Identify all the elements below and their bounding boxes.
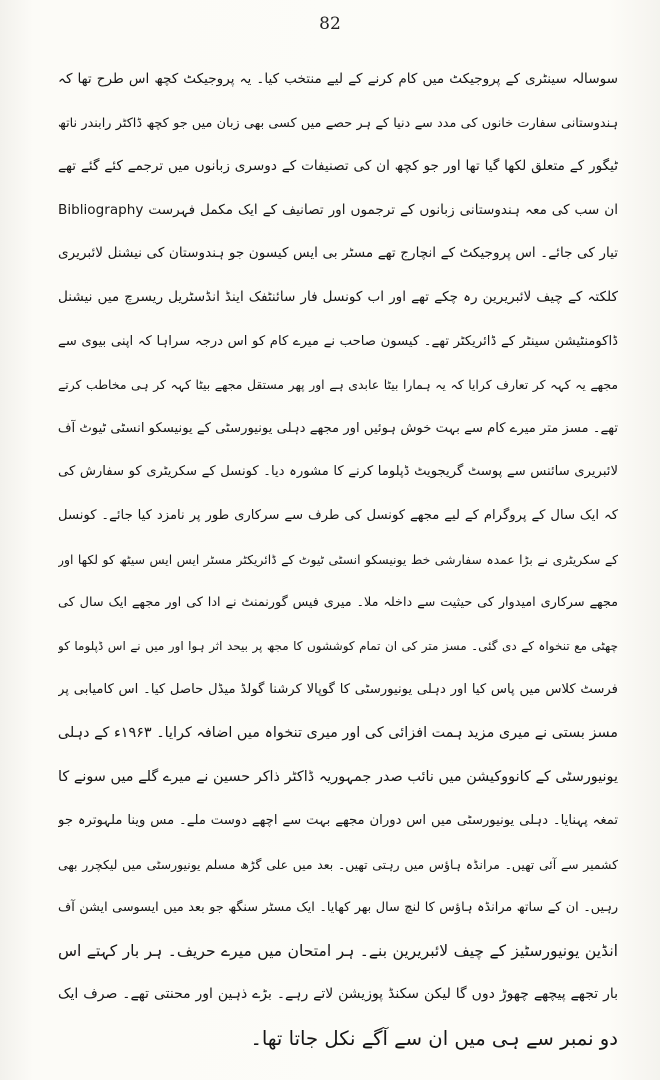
text-line: یونیورسٹی کے کانووکیشن میں نائب صدر جمہوریہ ڈاکٹر ذاکر حسین نے میرے گلے میں سونے کا bbox=[58, 768, 618, 785]
text-line: لائبریری سائنس سے پوسٹ گریجویٹ ڈپلوما کرنے کا مشورہ دیا۔ کونسل کے سکریٹری کو سفارش کی bbox=[58, 464, 618, 480]
text-line: کشمیر سے آئی تھیں۔ مرانڈہ ہاؤس میں رہتی تھیں۔ بعد میں علی گڑھ مسلم یونیورسٹی میں لیکچرر بھی bbox=[58, 856, 618, 872]
text-line: انڈین یونیورسٹیز کے چیف لائبریرین بنے۔ ہر امتحان میں میرے حریف۔ ہر بار کہتے اس bbox=[58, 941, 618, 960]
body-text bbox=[58, 58, 618, 1061]
text-line: ہندوستانی سفارت خانوں کی مدد سے دنیا کے ہر حصے میں کسی بھی زبان میں جو کچھ ڈاکٹر رابندر ناتھ bbox=[58, 115, 618, 131]
page-number: 82 bbox=[319, 14, 341, 34]
text-line: مسز بستی نے میری مزید ہمت افزائی کی اور میری تنخواہ میں اضافہ کرایا۔ ۱۹۶۳ء کے دہلی bbox=[58, 724, 618, 741]
text-line: کے سکریٹری نے بڑا عمدہ سفارشی خط یونیسکو انسٹی ٹیوٹ کے ڈائریکٹر مسٹر ایس ایس سیٹھ کو لکھا اور bbox=[58, 551, 618, 567]
text-line: چھٹی مع تنخواہ کے دی گئی۔ مسز متر کی ان تمام کوششوں کا مجھ پر بیحد اثر ہوا اور میں نے اس ڈپلوما کو bbox=[58, 638, 618, 653]
text-line: ٹیگور کے متعلق لکھا گیا تھا اور جو کچھ ان کی تصنیفات کے دوسری زبانوں میں ترجمے کئے گئے تھے bbox=[58, 158, 618, 175]
text-line-last: دو نمبر سے ہی میں ان سے آگے نکل جاتا تھا۔ bbox=[250, 1027, 618, 1051]
text-line: کلکتہ کے چیف لائبریرین رہ چکے تھے اور اب کونسل فار سائنٹفک اینڈ انڈسٹریل ریسرچ میں نیشنل bbox=[58, 288, 618, 305]
text-line: کہ ایک سال کے پروگرام کے لیے مجھے کونسل کی طرف سے سرکاری طور پر نامزد کیا جائے۔ کونسل bbox=[58, 507, 618, 523]
text-line: فرسٹ کلاس میں پاس کیا اور دہلی یونیورسٹی کا گوپالا کرشنا گولڈ میڈل حاصل کیا۔ اس کامیابی پر bbox=[58, 682, 618, 698]
text-line: مجھے یہ کہہ کر تعارف کرایا کہ یہ ہمارا بیٹا عابدی ہے اور پھر مستقل مجھے بیٹا کہہ کر ہی مخاطب کرتے bbox=[58, 377, 618, 393]
text-line: تیار کی جائے۔ اس پروجیکٹ کے انچارج تھے مسٹر بی ایس کیسون جو ہندوستان کی نیشنل لائبریری bbox=[58, 245, 618, 262]
text-line: بار تجھے پیچھے چھوڑ دوں گا لیکن سکنڈ پوزیشن لاتے رہے۔ بڑے ذہین اور محنتی تھے۔ صرف ایک bbox=[58, 986, 618, 1003]
text-line: تھے۔ مسز متر میرے کام سے بہت خوش ہوئیں اور مجھے دہلی یونیورسٹی کے یونیسکو انسٹی ٹیوٹ آف bbox=[58, 420, 618, 436]
text-line: ان سب کی معہ ہندوستانی زبانوں کے ترجموں اور تصانیف کے ایک مکمل فہرست Bibliography bbox=[58, 201, 618, 218]
text-line: رہیں۔ ان کے ساتھ مرانڈہ ہاؤس کا لنچ سال بھر کھایا۔ ایک مسٹر سنگھ جو بعد میں ایسوسی ایشن آف bbox=[58, 900, 618, 916]
text-line: ڈاکومنٹیشن سینٹر کے ڈائریکٹر تھے۔ کیسون صاحب نے میرے کام کو اس درجہ سراہا کہ اپنی بیوی سے bbox=[58, 333, 618, 349]
text-line: تمغہ پہنایا۔ دہلی یونیورسٹی میں اس دوران مجھے بہت سے اچھے دوست ملے۔ مس وینا ملہوترہ جو bbox=[58, 813, 618, 829]
text-line: سوسالہ سینٹری کے پروجیکٹ میں کام کرنے کے لیے منتخب کیا۔ یہ پروجیکٹ کچھ اس طرح تھا کہ bbox=[58, 71, 618, 87]
text-line: مجھے سرکاری امیدوار کی حیثیت سے داخلہ ملا۔ میری فیس گورنمنٹ نے ادا کی اور مجھے ایک سال کی bbox=[58, 595, 618, 611]
